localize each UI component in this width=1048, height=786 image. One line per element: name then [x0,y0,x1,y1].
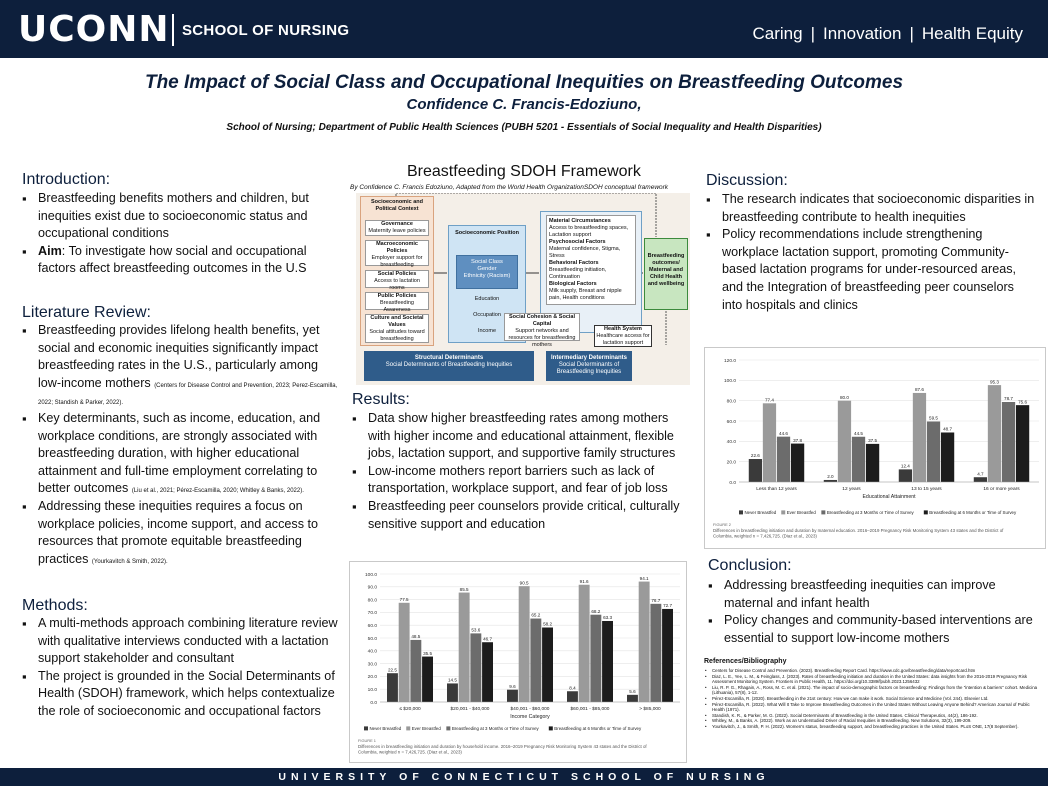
legend-entry: Breastfeeding at 6 Months or Time of Survey [929,510,1017,515]
bar [650,604,661,702]
data-label: 12.4 [900,463,910,469]
data-label: 77.4 [764,397,774,403]
x-tick-label: > $85,000 [639,707,661,712]
bar [519,586,530,702]
bar [507,690,518,702]
bar [749,459,762,482]
income-label: Income [477,328,497,334]
bar [542,628,553,702]
y-tick-label: 10.0 [367,688,377,693]
legend-swatch [821,510,825,514]
tagline-health-equity: Health Equity [921,24,1023,43]
legend-entry: Ever Breastfed [786,510,816,515]
bar [639,582,650,702]
bar [470,633,481,702]
caption-line: Differences in breastfeeding initiation and duration by household income. 2016–2019 Pregnancy Risk Monitoring System 43 states and the District of [358,744,647,749]
structural-determinants-banner: Structural Determinants Social Determinants of Breastfeeding Inequities [364,351,534,381]
conclusion-heading: Conclusion: [708,557,792,574]
bar [791,444,804,482]
methods-heading: Methods: [22,597,88,614]
framework-title: Breastfeeding SDOH Framework [407,163,641,180]
bar [447,683,458,702]
x-tick-label: 12 years [842,487,861,492]
results-heading: Results: [352,391,410,408]
bar [627,695,638,702]
bar [579,585,590,702]
list-item: ▪ Low-income mothers report barriers such as lack of transportation, workplace support, and fear of job loss [352,463,692,498]
bar [399,603,410,702]
data-label: 37.8 [793,437,803,443]
references-heading: References/Bibliography [704,658,787,665]
citation: (Yourkavitch & Smith, 2022). [91,558,168,565]
material-factors-box: Material Circumstances Access to breastfeeding spaces, Lactation support Psychosocial Factors Maternal confidence, Stigma, Stress Behavioral Factors Breastfeeding initiation, Continuation Biological Factors Milk supply, Breast and nipple pain, Health conditions [546,215,636,305]
bar [927,422,940,482]
tagline-caring: Caring [752,24,803,43]
references-list [704,668,1040,730]
y-tick-label: 0.0 [370,700,377,706]
list-item: ▪ A multi-methods approach combining literature review with qualitative interviews conducted with a lactation support stakeholder and consultant [22,615,340,668]
income-chart-container [349,561,687,763]
y-tick-label: 40.0 [367,649,377,655]
school-name: SCHOOL OF NURSING [182,22,350,39]
y-tick-label: 0.0 [729,480,736,486]
citation: (Centers for Disease Control and Prevention, 2023; Perez-Escamilla, 2022; Standish & Parker, 2022). [38,382,338,407]
list-item: ▪ The research indicates that socioeconomic disparities in breastfeeding contribute to health inequities [706,191,1036,226]
sdoh-framework-diagram [356,193,690,385]
y-tick-label: 80.0 [726,399,736,405]
footer-bar: UNIVERSITY OF CONNECTICUT SCHOOL OF NURSING [0,768,1048,786]
y-tick-label: 120.0 [723,358,736,364]
list-item: ▪ Addressing breastfeeding inequities can improve maternal and infant health [708,577,1038,612]
list-item: ▪ Policy changes and community-based interventions are essential to support low-income mothers [708,612,1038,647]
legend-entry: Ever Breastfed [411,726,441,731]
data-label: 94.1 [639,575,649,581]
bar [899,469,912,482]
data-label: 44.5 [854,430,864,436]
x-tick-label: Less than 12 years [756,487,797,492]
reference-item: • Liu, R. P. G., Rhagain, A., Ross, M. C. et al. (2021). The impact of socio-demographic factors on breastfeeding: Findings from the "intention & barriers" cohort. Medicina (Lithuania), 57(8), 1-12. [704,685,1040,696]
legend-swatch [364,726,368,730]
discussion-list [706,191,1036,314]
outcomes-box: Breastfeeding outcomes/ Maternal and Child Health and wellbeing [644,238,688,310]
public-policies-box: Public Policies Breastfeeding Awareness [365,292,429,310]
y-tick-label: 80.0 [367,598,377,604]
x-axis-label: Income Category [510,714,550,720]
data-label: 95.3 [989,379,999,385]
figure-caption [358,744,647,755]
tagline: Caring | Innovation | Health Equity [752,24,1023,43]
data-label: 80.0 [839,394,849,400]
education-label: Education [474,296,500,302]
y-tick-label: 50.0 [367,636,377,642]
x-tick-label: 13 to 15 years [911,487,942,492]
x-tick-label: 16 or more years [983,487,1020,492]
data-label: 90.5 [519,580,529,586]
y-tick-label: 40.0 [726,440,736,446]
data-label: 37.5 [868,438,878,444]
legend-entry: Never Breastfed [369,726,402,731]
occupation-label: Occupation [473,312,501,318]
data-label: 87.6 [914,387,924,393]
y-tick-label: 100.0 [723,379,736,385]
x-axis-label: Educational Attainment [862,494,916,500]
bar [838,401,851,482]
data-label: 14.5 [447,677,457,683]
social-class-box: Social Class Gender Ethnicity (Racism) [456,255,518,289]
health-system-box: Health System Healthcare access for lactation support [594,325,652,347]
data-label: 8.4 [569,685,576,691]
data-label: 48.7 [943,426,953,432]
author: Confidence C. Francis-Edoziuno, [406,96,642,113]
data-label: 75.6 [1018,399,1028,405]
bar [387,673,398,702]
introduction-heading: Introduction: [22,171,111,188]
citation: (Liu et al., 2021; Pérez-Escamilla, 2020; Whitley & Banks, 2022). [131,488,304,495]
bar [567,691,578,702]
culture-box: Culture and Societal Values Social attitudes toward breastfeeding [365,314,429,343]
social-cohesion-box: Social Cohesion & Social Capital Support networks and resources for breastfeeding mothers [504,313,580,341]
data-label: 63.3 [603,615,613,621]
y-tick-label: 70.0 [367,611,377,617]
y-tick-label: 30.0 [367,662,377,668]
legend-entry: Breastfeeding at 6 Months or Time of Survey [554,726,642,731]
header-bar [0,0,1048,58]
data-label: 44.6 [779,430,789,436]
governance-box: Governance Maternity leave policies [365,220,429,236]
y-tick-label: 20.0 [726,460,736,466]
affiliation: School of Nursing; Department of Public Health Sciences (PUBH 5201 - Essentials of Social Inequality and Health Disparities) [226,122,822,133]
list-item: ▪ Breastfeeding benefits mothers and children, but inequities exist due to socioeconomic status and occupational conditions [22,190,340,243]
legend-swatch [781,510,785,514]
data-label: 22.6 [750,453,760,459]
poster-title: The Impact of Social Class and Occupational Inequities on Breastfeeding Outcomes [144,72,904,93]
data-label: 76.7 [651,598,661,604]
legend-entry: Breastfeeding at 3 Months or Time of Survey [826,510,914,515]
position-box: Socioeconomic Position [448,225,526,343]
bar [852,437,865,482]
bar [1016,405,1029,482]
education-chart-container [704,347,1046,549]
list-item: ▪ Key determinants, such as income, education, and workplace conditions, are strongly associated with breastfeeding duration, with higher educational attainment and full-time employment correlating to better outcomes (Liu et al., 2021; Pérez-Escamilla, 2020; Whitley & Banks, 2022). [22,410,340,498]
bar [530,619,541,702]
data-label: 58.2 [543,621,553,627]
caption-line: Differences in breastfeeding initiation and duration by maternal education. 2016–2019 Pregnancy Risk Monitoring System 43 states and the District of [713,528,1004,533]
data-label: 53.6 [471,627,481,633]
y-tick-label: 20.0 [367,675,377,681]
reference-item: • Yourkavitch, J., & Smith, P. H. (2022). Women's status, breastfeeding support, and breastfeeding practices in the United States. PLoS ONE, 17(8 September). [704,724,1040,730]
data-label: 22.5 [387,667,397,673]
methods-list [22,615,340,721]
framework-subtitle: By Confidence C. Francis Edoziuno, Adapted from the World Health OrganizationSDOH conceptual framework [350,184,669,191]
bar [763,403,776,482]
list-item: ▪ Policy recommendations include strengthening workplace lactation support, promoting Community-based lactation programs for under-resourced areas, and the Integration of breastfeeding peer counselors into hospitals and clinics [706,226,1036,314]
data-label: 91.6 [579,578,589,584]
discussion-heading: Discussion: [706,172,788,189]
reference-item: • Pérez-Escamilla, R. (2020). Breastfeeding in the 21st century: How we can make it work. Social Science and Medicine (Vol. 244). Elsevier Ltd. [704,696,1040,702]
y-tick-label: 60.0 [367,624,377,629]
data-label: 46.7 [483,636,493,642]
bar [988,385,1001,482]
arrow-line [396,193,656,237]
bar [824,480,837,482]
bar [422,657,433,702]
list-item: ▪ Addressing these inequities requires a focus on workplace policies, income support, and access to resources that promote equitable breastfeeding practices (Yourkavitch & Smith, 2022). [22,498,340,568]
bar [1002,402,1015,482]
legend-swatch [739,510,743,514]
data-label: 59.5 [929,415,939,421]
reference-item: • Standish, K. R., & Parker, M. G. (2022). Social Determinants of Breastfeeding in the United States. Clinical Therapeutics, 44(2), 186-192. [704,713,1040,719]
data-label: 68.2 [591,608,601,614]
bar [662,609,673,702]
introduction-list [22,190,340,278]
x-tick-label: ≤ $20,000 [399,707,421,712]
list-item: ▪ Breastfeeding peer counselors provide critical, culturally sensitive support and education [352,498,692,533]
data-label: 35.5 [423,650,433,656]
data-label: 72.7 [663,603,673,609]
legend-swatch [549,726,553,730]
x-tick-label: $40,001 - $60,000 [510,707,550,712]
legend-swatch [406,726,410,730]
reference-item: • Whitley, M., & Banks, A. (2022). Work as an Understudied Driver of Racial Inequities in Breastfeeding. New Solutions, 32(3), 199-209. [704,718,1040,724]
legend-entry: Never Breastfed [744,510,777,515]
list-item: ▪ Breastfeeding provides lifelong health benefits, yet social and economic inequities significantly impact breastfeeding rates in the U.S., particularly among low-income mothers (Centers for Disease Control and Prevention, 2023; Perez-Escamilla, 2022; Standish & Parker, 2022). [22,322,340,410]
income-bar-chart [350,562,686,762]
reference-item: • Pérez-Escamilla, R. (2022). What Will It Take to Improve Breastfeeding Outcomes in the United States Without Leaving Anyone Behind? American Journal of Public Health (1971). [704,702,1040,713]
education-bar-chart [705,348,1045,548]
bar [974,477,987,482]
x-tick-label: $60,001 - $85,000 [570,707,610,712]
legend-entry: Breastfeeding at 3 Months or Time of Survey [451,726,539,731]
bar [482,642,493,702]
y-tick-label: 60.0 [726,419,736,425]
data-label: 85.5 [459,586,469,592]
caption-line: Columbia, weighted n = 7,426,725. (Diaz et al., 2023) [713,533,817,539]
tagline-innovation: Innovation [823,24,902,43]
bar [410,640,421,702]
data-label: 5.6 [629,689,636,695]
caption-line: Columbia, weighted n = 7,426,725. (Diaz et al., 2023) [358,749,462,755]
x-tick-label: $20,001 - $40,000 [450,707,490,712]
data-label: 78.7 [1004,396,1014,402]
uconn-logo: UCONN [18,9,170,50]
bar [459,593,470,702]
legend-swatch [446,726,450,730]
bar [941,432,954,482]
conclusion-list [708,577,1038,647]
results-list [352,410,692,533]
social-policies-box: Social Policies Access to lactation rooms [365,270,429,288]
data-label: 9.6 [509,683,516,689]
context-box: Socioeconomic and Political Context [360,196,434,346]
data-label: 65.2 [531,612,541,618]
figure-caption [713,528,1004,539]
data-label: 48.5 [411,634,421,640]
bar [777,437,790,482]
y-tick-label: 100.0 [364,572,377,578]
macroeconomic-box: Macroeconomic Policies Employer support for breastfeeding [365,240,429,266]
list-item: ▪ The project is grounded in the Social Determinants of Health (SDOH) framework, which helps contextualize the role of socioeconomic and occupational factors [22,668,340,721]
data-label: 2.0 [827,474,834,480]
figure-label: FIGURE 1 [358,738,376,743]
data-label: 4.7 [977,471,984,477]
intermediary-determinants-banner: Intermediary Determinants Social Determinants of Breastfeeding Inequities [546,351,632,381]
bar [866,444,879,482]
figure-label: FIGURE 2 [713,522,731,527]
data-label: 77.5 [399,597,409,602]
list-item: ▪ Aim: To investigate how social and occupational factors affect breastfeeding outcomes in the U.S [22,243,340,278]
legend-swatch [924,510,928,514]
bar [913,393,926,482]
bar [602,621,613,702]
literature-list [22,322,340,568]
logo-divider [172,14,174,46]
list-item: ▪ Data show higher breastfeeding rates among mothers with higher income and educational attainment, flexible jobs, lactation support, and supportive family structures [352,410,692,463]
reference-item: • Centers for Disease Control and Prevention. (2023). Breastfeeding Report Card. https://www.cdc.gov/breastfeeding/data/reportcard.htm [704,668,1040,674]
y-tick-label: 90.0 [367,585,377,591]
literature-heading: Literature Review: [22,304,151,321]
bar [590,615,601,702]
reference-item: • Diaz, L. E., Yee, L. M., & Feinglass, J. (2023). Rates of breastfeeding initiation and duration in the United States: data insights from the 2016-2019 Pregnancy Risk Assessment Monitoring System. Frontiers in Public Health, 11. https://doi.org/10.3389/fpubh.2023.1256432 [704,674,1040,685]
